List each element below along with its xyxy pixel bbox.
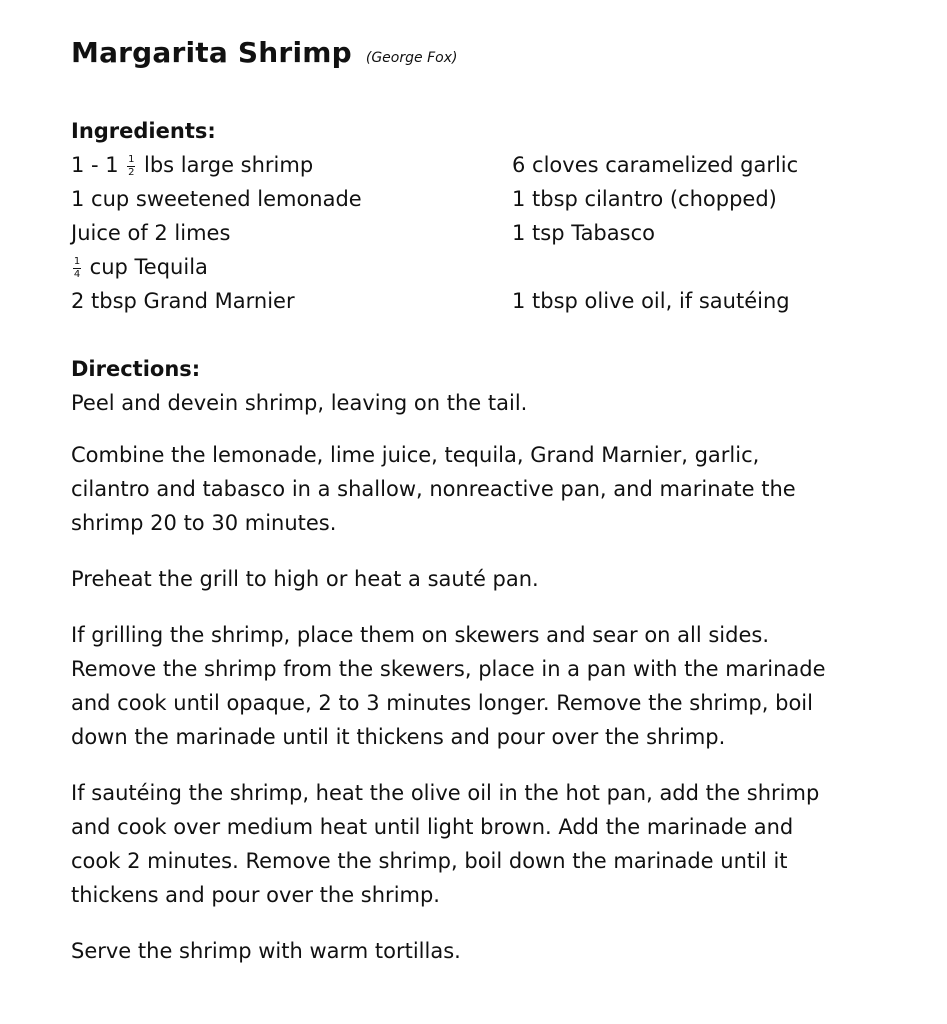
ingredient-item: 1 tsp Tabasco: [512, 221, 655, 245]
direction-step: Peel and devein shrimp, leaving on the tail.: [71, 391, 528, 415]
ingredient-item: 1 tbsp olive oil, if sautéing: [512, 289, 790, 313]
ingredient-item-empty: [512, 250, 911, 284]
ingredient-item: 2 tbsp Grand Marnier: [71, 289, 295, 313]
direction-step: Combine the lemonade, lime juice, tequila, Grand Marnier, garlic, cilantro and tabasco in a shallow, nonreactive pan, and marinate the shrimp 20 to 30 minutes.: [71, 443, 796, 535]
direction-step: If sautéing the shrimp, heat the olive oil in the hot pan, add the shrimp and cook over medium heat until light brown. Add the marinade and cook 2 minutes. Remove the shrimp, boil down the marinade until it thickens and pour over the shrimp.: [71, 781, 820, 907]
fraction: $\frac{1}{2}$: [128, 153, 135, 178]
title-row: [71, 36, 911, 80]
fraction: $\frac{1}{4}$: [73, 255, 81, 280]
recipe-author: (George Fox): [365, 50, 458, 66]
direction-step: Serve the shrimp with warm tortillas.: [71, 939, 461, 963]
directions-heading: Directions:: [71, 357, 201, 381]
ingredient-item: 1 - 1 $\frac{1}{2}$ lbs large shrimp: [71, 153, 314, 178]
ingredient-item: 1 cup sweetened lemonade: [71, 187, 362, 211]
ingredient-item: $\frac{1}{4}$ cup Tequila: [73, 255, 208, 280]
ingredients-heading: Ingredients:: [71, 119, 216, 143]
direction-step: If grilling the shrimp, place them on skewers and sear on all sides. Remove the shrimp from the skewers, place in a pan with the marinade and cook until opaque, 2 to 3 minutes longer. Remove the shrimp, boil down the marinade until it thickens and pour over the shrimp.: [71, 623, 826, 749]
ingredients-list: [71, 148, 911, 318]
ingredient-item: 1 tbsp cilantro (chopped): [512, 187, 777, 211]
recipe-title: Margarita Shrimp: [71, 36, 352, 69]
direction-step: Preheat the grill to high or heat a sauté pan.: [71, 567, 539, 591]
ingredient-item: Juice of 2 limes: [71, 221, 231, 245]
ingredient-item: 6 cloves caramelized garlic: [512, 153, 799, 177]
recipe-page: [71, 36, 911, 990]
